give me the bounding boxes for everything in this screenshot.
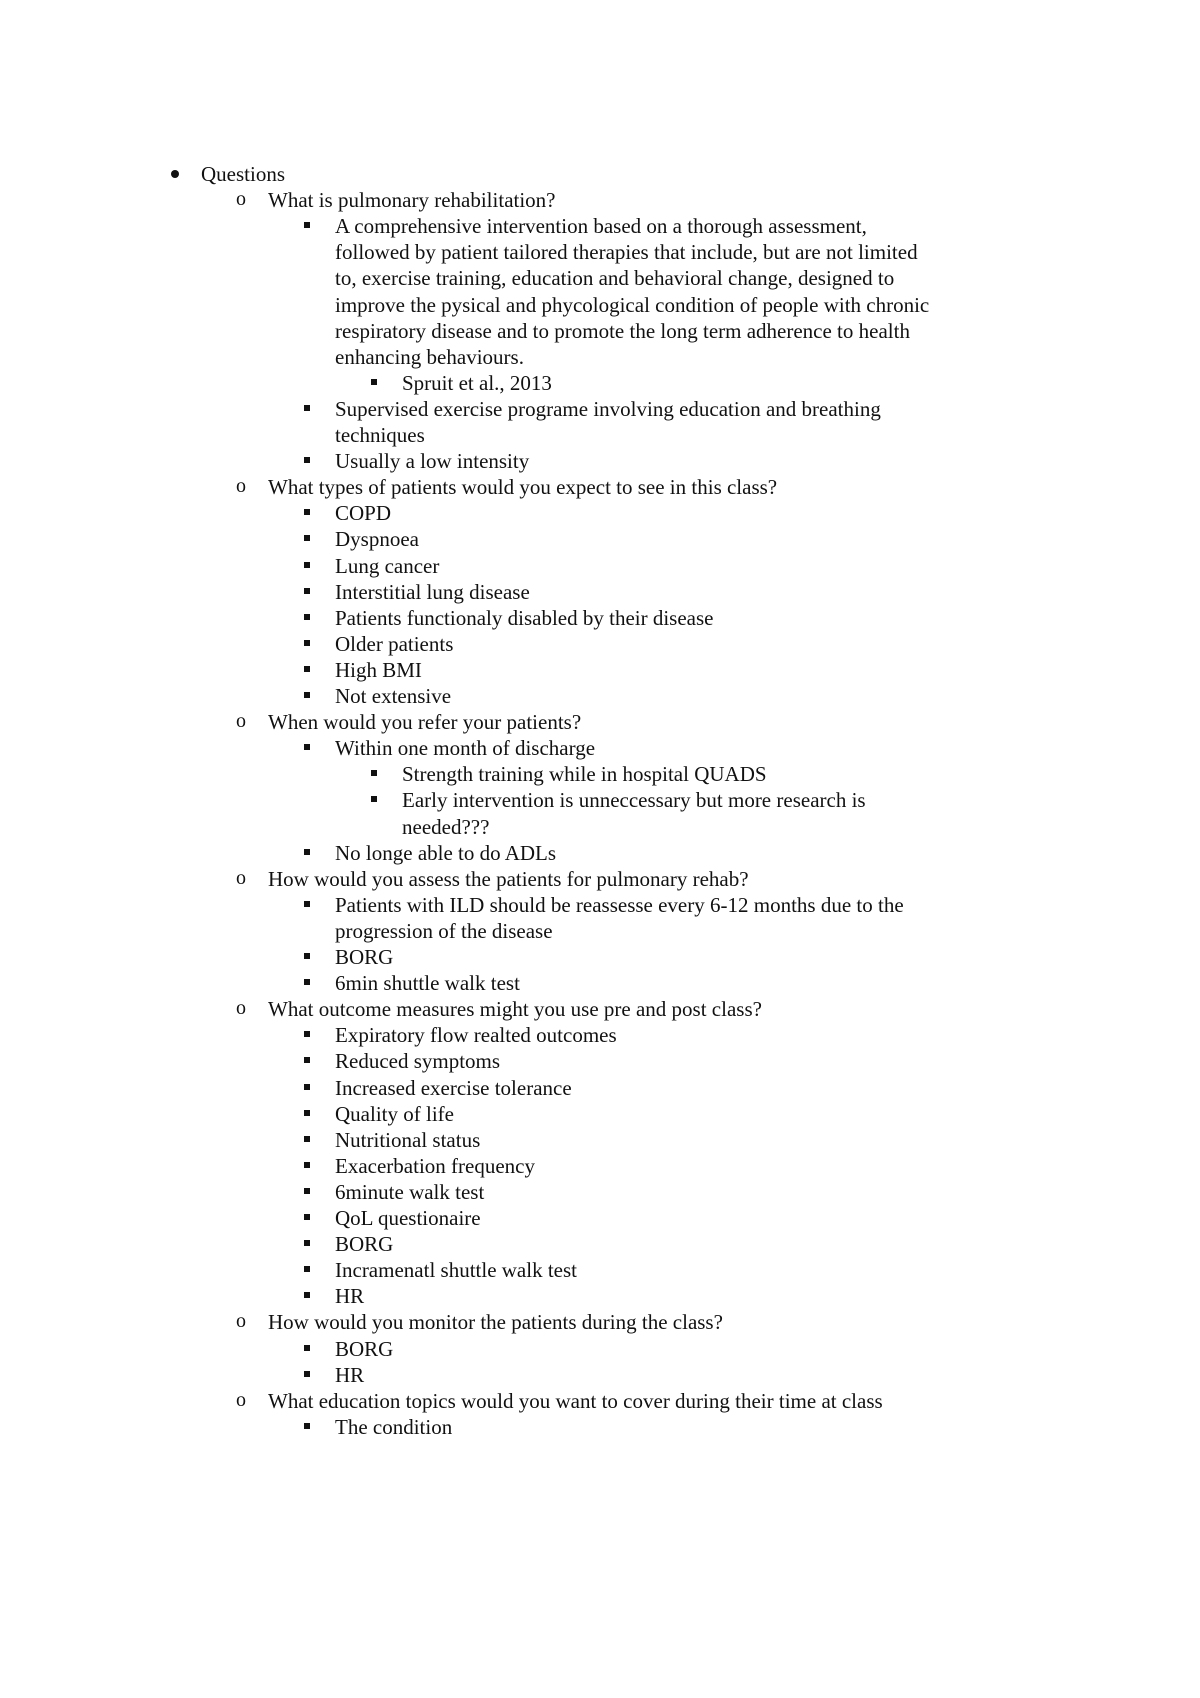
bullet-square-icon [304,901,310,907]
bullet-square-icon [304,953,310,959]
answer-item-row [0,1413,1200,1441]
answer-item-text: BORG [335,1232,394,1257]
answer-item-text: Reduced symptoms [335,1049,501,1074]
answer-item-row [0,1047,1200,1075]
answer-item-text: Exacerbation frequency [335,1153,535,1178]
answer-item-row [0,578,1200,606]
answer-item-text: COPD [335,501,392,526]
answer-item-row [0,1152,1200,1180]
sub-item-text: Spruit et al., 2013 [402,370,552,395]
heading-row [0,160,1200,188]
answer-item-row [0,1361,1200,1389]
answer-item-row [0,917,1200,945]
answer-item-row [0,1178,1200,1206]
bullet-square-icon [304,979,310,985]
answer-item-row [0,1021,1200,1049]
answer-item-text: Older patients [335,631,454,656]
question-row [0,186,1200,214]
bullet-square-icon [371,770,377,776]
bullet-circle-icon: o [236,188,246,211]
answer-item-text: High BMI [335,657,422,682]
answer-item-row [0,734,1200,762]
answer-item-row [0,630,1200,658]
bullet-circle-icon: o [236,475,246,498]
answer-item-row [0,552,1200,580]
answer-item-row [0,839,1200,867]
answer-item-text: techniques [335,423,425,447]
bullet-square-icon [304,1345,310,1351]
bullet-circle-icon: o [236,866,246,889]
sub-item-text: Early intervention is unneccessary but more research is [402,788,866,813]
answer-item-text: No longe able to do ADLs [335,840,557,865]
bullet-square-icon [304,1188,310,1194]
answer-item-row [0,1256,1200,1284]
answer-item-row [0,1126,1200,1154]
sub-item-row [0,760,1200,788]
answer-item-row [0,525,1200,553]
answer-item-text: followed by patient tailored therapies that include, but are not limited [335,240,918,265]
answer-item-row [0,212,1200,240]
bullet-square-icon [371,379,377,385]
answer-item-text: Patients functionaly disabled by their disease [335,605,714,630]
question-row [0,865,1200,893]
answer-item-row [0,1335,1200,1363]
bullet-square-icon [304,1162,310,1168]
bullet-square-icon [304,1084,310,1090]
bullet-square-icon [304,1057,310,1063]
question-row [0,708,1200,736]
question-row [0,1308,1200,1336]
bullet-square-icon [304,509,310,515]
answer-item-row [0,1074,1200,1102]
answer-item-text: Incramenatl shuttle walk test [335,1258,578,1283]
bullet-square-icon [304,1110,310,1116]
bullet-square-icon [304,1371,310,1377]
bullet-square-icon [304,1031,310,1037]
answer-item-row [0,969,1200,997]
answer-item-text: Patients with ILD should be reassesse every 6-12 months due to the [335,892,904,917]
answer-item-text: 6minute walk test [335,1179,485,1204]
bullet-square-icon [304,640,310,646]
answer-item-text: respiratory disease and to promote the long term adherence to health [335,318,910,343]
bullet-square-icon [304,1292,310,1298]
answer-item-row [0,1100,1200,1128]
answer-item-row [0,1230,1200,1258]
question-row [0,1387,1200,1415]
bullet-square-icon [371,796,377,802]
bullet-dot-icon [171,170,179,178]
question-row [0,995,1200,1023]
answer-item-text: Dyspnoea [335,527,419,552]
sub-item-text: Strength training while in hospital QUADS [402,762,767,787]
answer-item-text: Quality of life [335,1101,454,1126]
bullet-square-icon [304,1240,310,1246]
sub-item-row [0,786,1200,814]
answer-item-text: QoL questionaire [335,1206,481,1230]
answer-item-text: Lung cancer [335,553,440,578]
answer-item-row [0,291,1200,319]
heading-text: Questions [201,162,285,186]
answer-item-row [0,682,1200,710]
bullet-circle-icon: o [236,710,246,733]
answer-item-text: Expiratory flow realted outcomes [335,1023,617,1048]
answer-item-row [0,421,1200,449]
answer-item-text: Nutritional status [335,1127,481,1152]
question-text: When would you refer your patients? [268,710,582,735]
bullet-square-icon [304,614,310,620]
answer-item-row [0,343,1200,371]
bullet-square-icon [304,222,310,228]
answer-item-text: progression of the disease [335,918,553,943]
answer-item-row [0,1282,1200,1310]
bullet-square-icon [304,692,310,698]
bullet-square-icon [304,849,310,855]
answer-item-row [0,891,1200,919]
answer-item-text: Supervised exercise programe involving education and breathing [335,396,881,421]
answer-item-row [0,1204,1200,1232]
answer-item-text: Usually a low intensity [335,449,530,474]
answer-item-row [0,317,1200,345]
answer-item-row [0,238,1200,266]
answer-item-row [0,264,1200,292]
bullet-square-icon [304,535,310,541]
bullet-square-icon [304,562,310,568]
bullet-square-icon [304,1423,310,1429]
bullet-square-icon [304,405,310,411]
answer-item-row [0,604,1200,632]
answer-item-text: BORG [335,945,394,969]
answer-item-text: BORG [335,1336,394,1361]
bullet-circle-icon: o [236,1310,246,1333]
question-text: What is pulmonary rehabilitation? [268,188,556,213]
answer-item-row [0,656,1200,684]
answer-item-text: A comprehensive intervention based on a thorough assessment, [335,214,867,239]
bullet-square-icon [304,1266,310,1272]
answer-item-text: Interstitial lung disease [335,579,530,604]
question-text: How would you monitor the patients during the class? [268,1310,723,1335]
answer-item-text: 6min shuttle walk test [335,971,520,996]
question-text: What outcome measures might you use pre and post class? [268,997,762,1022]
sub-item-row [0,813,1200,841]
question-text: What types of patients would you expect to see in this class? [268,475,778,500]
bullet-circle-icon: o [236,997,246,1020]
answer-item-text: Within one month of discharge [335,736,596,761]
answer-item-text: The condition [335,1414,453,1439]
bullet-square-icon [304,1214,310,1220]
question-text: What education topics would you want to cover during their time at class [268,1388,883,1413]
bullet-square-icon [304,1136,310,1142]
sub-item-text: needed??? [402,814,490,839]
question-text: How would you assess the patients for pulmonary rehab? [268,866,749,891]
bullet-square-icon [304,666,310,672]
answer-item-text: enhancing behaviours. [335,344,524,369]
answer-item-text: Not extensive [335,684,452,708]
answer-item-text: Increased exercise tolerance [335,1075,572,1100]
bullet-square-icon [304,588,310,594]
answer-item-row [0,499,1200,527]
answer-item-text: to, exercise training, education and behavioral change, designed to [335,266,895,291]
answer-item-text: improve the pysical and phycological condition of people with chronic [335,292,930,317]
bullet-circle-icon: o [236,1388,246,1411]
question-row [0,473,1200,501]
answer-item-row [0,395,1200,423]
answer-item-row [0,447,1200,475]
answer-item-text: HR [335,1362,365,1387]
bullet-square-icon [304,457,310,463]
answer-item-row [0,943,1200,971]
bullet-square-icon [304,744,310,750]
sub-item-row [0,369,1200,397]
answer-item-text: HR [335,1284,365,1309]
